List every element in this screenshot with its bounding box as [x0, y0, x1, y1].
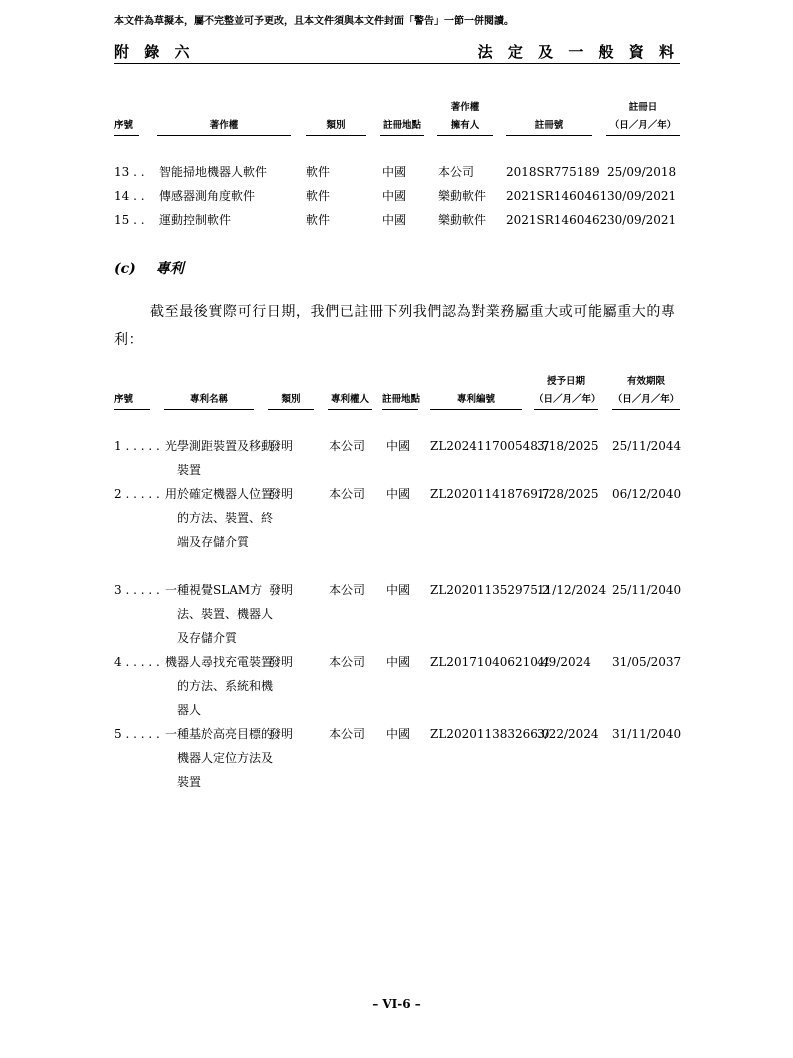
- row-name: 運動控制軟件: [159, 213, 232, 227]
- header-underline: [606, 135, 680, 136]
- row-date: 25/09/2018: [607, 165, 677, 179]
- header-underline: [268, 409, 314, 410]
- row-reg-no: 2021SR1460461: [506, 189, 608, 203]
- col-header-expiry: 有效期限: [626, 376, 665, 387]
- row-place: 中國: [386, 487, 411, 501]
- row-grant-date: 3/18/2025: [537, 439, 599, 453]
- col-header-patent-no: 專利編號: [456, 394, 495, 405]
- row-place: 中國: [386, 727, 411, 741]
- col-header-expiry: （日／月／年）: [612, 394, 680, 405]
- col-header-name: 著作權: [209, 120, 239, 131]
- row-place: 中國: [382, 189, 407, 203]
- col-header-no: 序號: [114, 120, 134, 131]
- row-name: 用於確定機器人位置的方法、裝置、終端及存儲介質: [165, 487, 274, 549]
- header-underline: [114, 409, 150, 410]
- section-c-heading: [114, 258, 184, 278]
- draft-disclaimer: 本文件為草擬本，屬不完整並可予更改，且本文件須與本文件封面「警告」一節一併閱讀。: [114, 16, 514, 27]
- row-name: 光學測距裝置及移動裝置: [165, 439, 274, 477]
- row-date: 30/09/2021: [607, 213, 677, 227]
- row-owner: 本公司: [329, 439, 366, 453]
- row-place: 中國: [382, 165, 407, 179]
- row-name: 一種視覺SLAM方法、裝置、機器人及存儲介質: [165, 583, 274, 645]
- row-category: 發明: [269, 583, 294, 597]
- col-header-date: 註冊日: [628, 102, 658, 113]
- row-no: 13 . .: [114, 165, 145, 179]
- row-expiry-date: 25/11/2040: [612, 583, 682, 597]
- row-grant-date: 4/9/2024: [537, 655, 591, 669]
- row-place: 中國: [386, 655, 411, 669]
- row-grant-date: 3/22/2024: [537, 727, 599, 741]
- row-category: 軟件: [306, 189, 331, 203]
- row-category: 軟件: [306, 213, 331, 227]
- header-underline: [306, 135, 366, 136]
- row-owner: 本公司: [329, 487, 366, 501]
- row-patent-no: ZL202411700548.7: [430, 439, 550, 453]
- row-patent-no: ZL202011418769.7: [430, 487, 550, 501]
- row-name: 一種基於高亮目標的機器人定位方法及裝置: [165, 727, 274, 789]
- row-owner: 本公司: [329, 655, 366, 669]
- col-header-date: （日／月／年）: [609, 120, 677, 131]
- row-patent-no: ZL202011383266.0: [430, 727, 550, 741]
- row-category: 軟件: [306, 165, 331, 179]
- row-expiry-date: 25/11/2044: [612, 439, 682, 453]
- header-underline: [506, 135, 592, 136]
- header-underline: [157, 135, 291, 136]
- row-expiry-date: 31/05/2037: [612, 655, 682, 669]
- row-no: 1 . . . . .: [114, 439, 160, 453]
- row-name: 智能掃地機器人軟件: [159, 165, 268, 179]
- row-no: 5 . . . . .: [114, 727, 160, 741]
- row-no: 14 . .: [114, 189, 145, 203]
- col-header-category: 類別: [281, 394, 301, 405]
- row-expiry-date: 06/12/2040: [612, 487, 682, 501]
- row-place: 中國: [386, 583, 411, 597]
- section-title: 法 定 及 一 般 資 料: [477, 43, 679, 61]
- row-reg-no: 2021SR1460462: [506, 213, 608, 227]
- row-patent-no: ZL202011352975.2: [430, 583, 550, 597]
- col-header-grant: （日／月／年）: [534, 394, 601, 405]
- header-underline: [430, 409, 522, 410]
- header-underline: [114, 135, 139, 136]
- row-patent-no: ZL201710406210.4: [430, 655, 550, 669]
- row-name: 機器人尋找充電裝置的方法、系統和機器人: [165, 655, 274, 717]
- header-rule: [114, 63, 680, 64]
- row-owner: 樂動軟件: [438, 213, 487, 227]
- section-label: (c): [114, 261, 136, 277]
- row-grant-date: 1/28/2025: [537, 487, 599, 501]
- header-underline: [380, 135, 424, 136]
- row-expiry-date: 31/11/2040: [612, 727, 682, 741]
- col-header-category: 類別: [326, 120, 346, 131]
- row-category: 發明: [269, 439, 294, 453]
- col-header-place: 註冊地點: [382, 120, 421, 131]
- row-name: 傳感器測角度軟件: [159, 189, 256, 203]
- header-underline: [534, 409, 598, 410]
- col-header-owner: 專利權人: [330, 394, 369, 405]
- header-underline: [328, 409, 372, 410]
- row-owner: 樂動軟件: [438, 189, 487, 203]
- col-header-owner: 擁有人: [450, 120, 480, 131]
- row-no: 3 . . . . .: [114, 583, 160, 597]
- row-category: 發明: [269, 655, 294, 669]
- row-place: 中國: [382, 213, 407, 227]
- row-no: 4 . . . . .: [114, 655, 160, 669]
- col-header-place: 註冊地點: [382, 394, 421, 405]
- header-underline: [164, 409, 254, 410]
- row-owner: 本公司: [329, 727, 366, 741]
- intro-paragraph: 截至最後實際可行日期，我們已註冊下列我們認為對業務屬重大或可能屬重大的專利：: [114, 304, 676, 348]
- row-date: 30/09/2021: [607, 189, 677, 203]
- row-no: 15 . .: [114, 213, 145, 227]
- row-category: 發明: [269, 727, 294, 741]
- col-header-reg-no: 註冊號: [534, 120, 564, 131]
- row-place: 中國: [386, 439, 411, 453]
- header-underline: [612, 409, 680, 410]
- header-underline: [437, 135, 493, 136]
- col-header-name: 專利名稱: [189, 394, 228, 405]
- row-no: 2 . . . . .: [114, 487, 160, 501]
- page-number: – VI-6 –: [372, 997, 421, 1011]
- appendix-title: 附 錄 六: [114, 43, 195, 61]
- row-grant-date: 11/12/2024: [537, 583, 607, 597]
- col-header-grant: 授予日期: [546, 376, 585, 387]
- col-header-no: 序號: [114, 394, 134, 405]
- row-category: 發明: [269, 487, 294, 501]
- row-reg-no: 2018SR775189: [506, 165, 600, 179]
- row-owner: 本公司: [438, 165, 475, 179]
- header-underline: [382, 409, 418, 410]
- section-heading: 專利: [155, 261, 184, 277]
- col-header-owner: 著作權: [450, 102, 480, 113]
- row-owner: 本公司: [329, 583, 366, 597]
